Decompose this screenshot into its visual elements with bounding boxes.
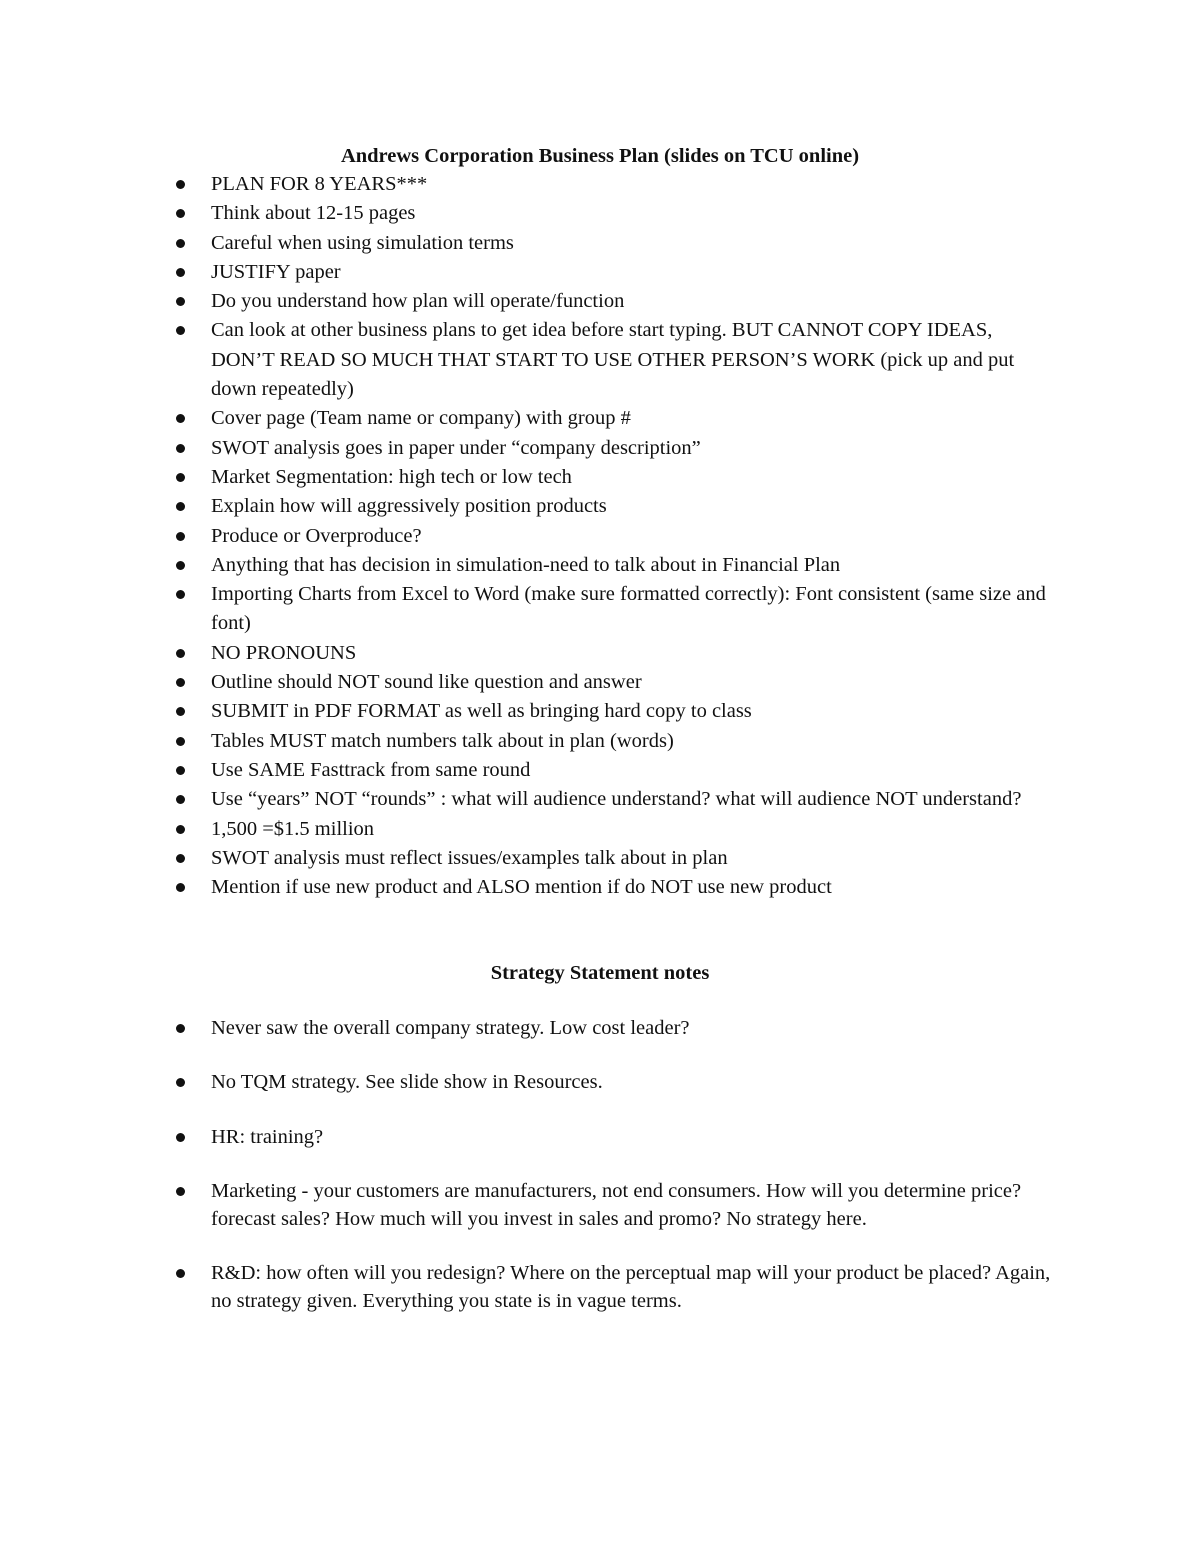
strategy-note-item xyxy=(0,1015,1200,1042)
bullet-item-text: 1,500 =$1.5 million xyxy=(211,817,375,840)
bullet-item xyxy=(0,697,1200,726)
bullet-icon xyxy=(176,766,185,775)
bullet-icon xyxy=(176,1133,185,1142)
strategy-note-item xyxy=(0,1178,1200,1233)
bullet-item-text: Cover page (Team name or company) with group # xyxy=(211,407,631,430)
business-plan-bullet-list xyxy=(0,170,1200,902)
strategy-note-item-text: HR: training? xyxy=(211,1125,324,1148)
bullet-item-text: Careful when using simulation terms xyxy=(211,231,514,254)
bullet-item-text: Explain how will aggressively position products xyxy=(211,495,607,518)
bullet-icon xyxy=(176,678,185,687)
bullet-icon xyxy=(176,239,185,248)
bullet-icon xyxy=(176,854,185,863)
strategy-note-item-text: Marketing - your customers are manufacturers, not end consumers. How will you determine price? forecast sales? How much will you invest in sales and promo? No strategy here. xyxy=(211,1180,1022,1230)
bullet-icon xyxy=(176,883,185,892)
bullet-icon xyxy=(176,590,185,599)
bullet-item-text: Do you understand how plan will operate/function xyxy=(211,290,625,313)
bullet-icon xyxy=(176,737,185,746)
bullet-item-text: Tables MUST match numbers talk about in plan (words) xyxy=(211,729,674,752)
bullet-item xyxy=(0,727,1200,756)
bullet-item-text: NO PRONOUNS xyxy=(211,641,357,664)
bullet-item-text: Use “years” NOT “rounds” : what will audience understand? what will audience NOT understand? xyxy=(211,788,1022,811)
bullet-icon xyxy=(176,561,185,570)
bullet-item xyxy=(0,434,1200,463)
bullet-icon xyxy=(176,326,185,335)
bullet-icon xyxy=(176,795,185,804)
strategy-note-item-text: No TQM strategy. See slide show in Resources. xyxy=(211,1071,603,1094)
bullet-item xyxy=(0,287,1200,316)
bullet-icon xyxy=(176,444,185,453)
strategy-notes-list xyxy=(0,1015,1200,1342)
strategy-note-item xyxy=(0,1069,1200,1096)
bullet-item-text: Market Segmentation: high tech or low tech xyxy=(211,465,572,488)
bullet-icon xyxy=(176,180,185,189)
bullet-icon xyxy=(176,649,185,658)
bullet-icon xyxy=(176,1269,185,1278)
bullet-item-text: SWOT analysis must reflect issues/examples talk about in plan xyxy=(211,846,728,869)
bullet-item-text: Use SAME Fasttrack from same round xyxy=(211,758,531,781)
strategy-note-item xyxy=(0,1260,1200,1315)
bullet-item xyxy=(0,229,1200,258)
bullet-item xyxy=(0,258,1200,287)
bullet-icon xyxy=(176,297,185,306)
bullet-item xyxy=(0,844,1200,873)
bullet-item-text: Can look at other business plans to get idea before start typing. BUT CANNOT COPY IDEAS, DON’T READ SO MUCH THAT START TO USE OTHER PERSON’S WORK (pick up and put down repeatedly) xyxy=(211,319,1015,401)
bullet-item xyxy=(0,815,1200,844)
bullet-item xyxy=(0,404,1200,433)
bullet-item xyxy=(0,756,1200,785)
bullet-icon xyxy=(176,825,185,834)
bullet-item-text: Importing Charts from Excel to Word (make sure formatted correctly): Font consistent (same size and font) xyxy=(211,583,1046,635)
bullet-item xyxy=(0,199,1200,228)
bullet-item-text: JUSTIFY paper xyxy=(211,260,341,283)
bullet-item-text: Mention if use new product and ALSO mention if do NOT use new product xyxy=(211,876,832,899)
bullet-item xyxy=(0,785,1200,814)
bullet-icon xyxy=(176,1078,185,1087)
bullet-icon xyxy=(176,473,185,482)
document-title: Andrews Corporation Business Plan (slides on TCU online) xyxy=(340,145,860,167)
bullet-item-text: Outline should NOT sound like question and answer xyxy=(211,671,642,694)
bullet-icon xyxy=(176,1024,185,1033)
bullet-item-text: PLAN FOR 8 YEARS*** xyxy=(211,173,428,195)
bullet-item xyxy=(0,551,1200,580)
bullet-item-text: Think about 12-15 pages xyxy=(211,202,416,225)
bullet-item-text: SUBMIT in PDF FORMAT as well as bringing hard copy to class xyxy=(211,700,752,723)
bullet-icon xyxy=(176,268,185,277)
bullet-item xyxy=(0,463,1200,492)
strategy-section-title: Strategy Statement notes xyxy=(490,962,710,984)
bullet-item xyxy=(0,668,1200,697)
bullet-icon xyxy=(176,532,185,541)
bullet-item xyxy=(0,580,1200,639)
strategy-note-item-text: R&D: how often will you redesign? Where on the perceptual map will your product be placed? Again, no strategy given. Everything you state is in vague terms. xyxy=(211,1262,1051,1312)
bullet-item xyxy=(0,522,1200,551)
bullet-item-text: Anything that has decision in simulation-need to talk about in Financial Plan xyxy=(211,553,841,576)
bullet-item xyxy=(0,492,1200,521)
strategy-note-item-text: Never saw the overall company strategy. Low cost leader? xyxy=(211,1017,690,1039)
bullet-icon xyxy=(176,1187,185,1196)
strategy-note-item xyxy=(0,1124,1200,1151)
bullet-icon xyxy=(176,502,185,511)
bullet-item xyxy=(0,639,1200,668)
bullet-item-text: SWOT analysis goes in paper under “company description” xyxy=(211,436,701,459)
bullet-icon xyxy=(176,414,185,423)
bullet-item-text: Produce or Overproduce? xyxy=(211,524,422,547)
bullet-icon xyxy=(176,209,185,218)
bullet-item xyxy=(0,316,1200,404)
bullet-item xyxy=(0,170,1200,199)
bullet-icon xyxy=(176,707,185,716)
bullet-item xyxy=(0,873,1200,902)
